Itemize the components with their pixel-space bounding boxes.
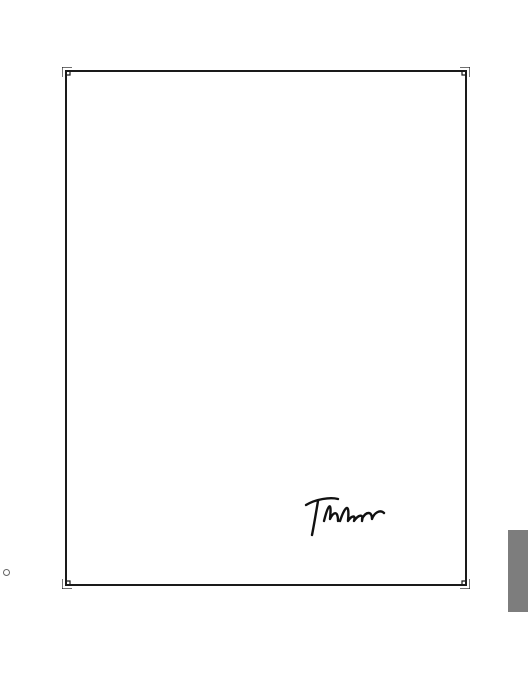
bottom-woven-border bbox=[0, 612, 528, 688]
margin-dot bbox=[3, 569, 10, 576]
age-tab bbox=[508, 530, 528, 612]
letter-frame bbox=[62, 67, 470, 589]
top-decorative-border bbox=[0, 0, 528, 40]
letter-body bbox=[93, 124, 423, 135]
handwritten-signature bbox=[302, 491, 386, 537]
